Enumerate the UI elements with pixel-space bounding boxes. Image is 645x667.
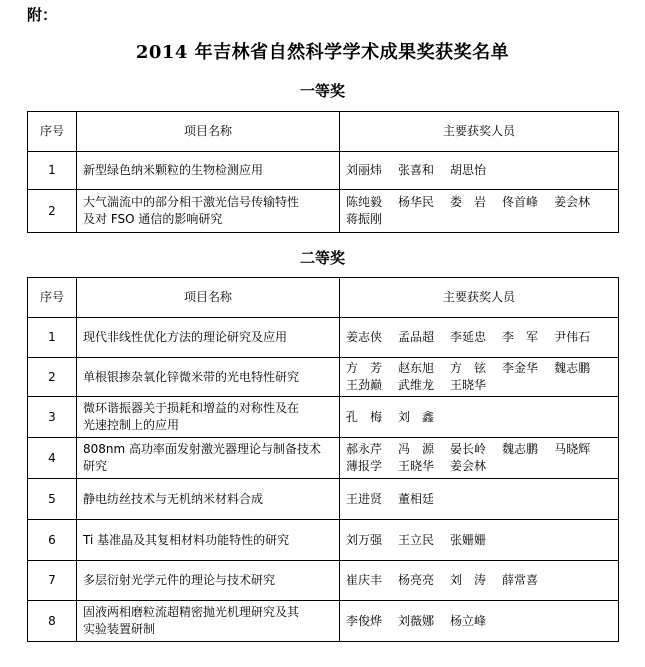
winner-name: 薛常喜: [502, 573, 539, 587]
project-name: [77, 190, 340, 233]
winner-name: 娄 岩: [450, 195, 487, 209]
project-name-line: 实验装置研制: [83, 622, 156, 636]
project-name: [77, 318, 340, 358]
winner-name: 魏志鹏: [502, 442, 539, 456]
winners-line: [346, 572, 612, 589]
project-name-line: 光速控制上的应用: [83, 418, 180, 432]
winner-name: 孟品超: [398, 330, 435, 344]
winner-name: 杨华民: [398, 195, 435, 209]
winners-line: [346, 360, 612, 377]
header-winners: 主要获奖人员: [340, 112, 619, 152]
winner-name: 王立民: [398, 532, 435, 547]
table-header-row: [28, 278, 619, 318]
project-name: [77, 561, 340, 601]
winners-line: [346, 162, 612, 179]
table-row: [28, 601, 619, 642]
row-number: 2: [28, 190, 77, 233]
winner-name: 佟首峰: [502, 195, 539, 209]
winner-name: 姜会林: [450, 459, 487, 473]
table-row: [28, 190, 619, 233]
project-name-line: 808nm 高功率面发射激光器理论与制备技术: [83, 442, 322, 456]
winner-name: 魏志鹏: [554, 361, 591, 375]
project-name: [77, 397, 340, 438]
second-prize-table: [27, 277, 619, 642]
row-number: 2: [28, 358, 77, 397]
winner-name: 刘薇娜: [398, 613, 435, 628]
winner-name: 李 军: [502, 330, 539, 344]
winner-name: 胡思怡: [450, 163, 487, 177]
table-row: [28, 520, 619, 561]
project-name: [77, 152, 340, 190]
row-number: 7: [28, 561, 77, 601]
project-name-line: 微环谐振器关于损耗和增益的对称性及在: [83, 401, 300, 415]
project-name: [77, 520, 340, 561]
winner-name: 王晓华: [450, 378, 487, 392]
project-name-line: 固液两相磨粒流超精密抛光机理研究及其: [83, 605, 300, 619]
table-row: [28, 438, 619, 479]
project-name: [77, 601, 340, 642]
first-prize-heading: 一等奖: [299, 82, 345, 100]
winner-name: 李金华: [502, 361, 539, 375]
winner-name: 方 铉: [450, 361, 487, 375]
winners: [340, 438, 619, 479]
winner-name: 赵东旭: [398, 361, 435, 375]
winner-name: 张姗姗: [450, 532, 487, 547]
header-no: 序号: [28, 112, 77, 152]
winner-name: 晏长岭: [450, 442, 487, 456]
winner-name: 王劲巅: [346, 378, 383, 392]
winner-name: 刘 涛: [450, 573, 487, 587]
winners: [340, 152, 619, 190]
second-prize-rows: [28, 278, 619, 642]
project-name: [77, 479, 340, 520]
row-number: 6: [28, 520, 77, 561]
winner-name: 杨亮亮: [398, 573, 435, 587]
winner-name: 王晓华: [398, 459, 435, 473]
winners-line: [346, 532, 612, 549]
header-no: 序号: [28, 278, 77, 318]
winners: [340, 318, 619, 358]
header-winners: 主要获奖人员: [340, 278, 619, 318]
first-prize-rows: [28, 112, 619, 233]
winner-name: 方 芳: [346, 361, 383, 375]
row-number: 4: [28, 438, 77, 479]
first-prize-table: [27, 111, 619, 233]
second-prize-heading: 二等奖: [299, 249, 345, 267]
winners-line: [346, 491, 612, 508]
winners-line: [346, 441, 612, 458]
project-name: [77, 438, 340, 479]
header-project-name: 项目名称: [77, 278, 340, 318]
winner-name: 姜会林: [554, 195, 591, 209]
winner-name: 武维龙: [398, 378, 435, 392]
table-row: [28, 152, 619, 190]
table-row: [28, 479, 619, 520]
winner-name: 崔庆丰: [346, 573, 383, 587]
winners: [340, 397, 619, 438]
winners: [340, 561, 619, 601]
winners: [340, 358, 619, 397]
header-project-name: 项目名称: [77, 112, 340, 152]
winner-name: 陈纯毅: [346, 195, 383, 209]
project-name-line: 现代非线性优化方法的理论研究及应用: [83, 330, 288, 344]
winners-line: [346, 194, 612, 211]
winners-line: [346, 409, 612, 426]
winners-line: [346, 211, 612, 228]
row-number: 1: [28, 152, 77, 190]
winner-name: 刘 鑫: [398, 409, 435, 424]
project-name-line: 研究: [83, 459, 108, 473]
winner-name: 马晓辉: [554, 442, 591, 456]
winner-name: 李俊烨: [346, 613, 383, 628]
project-name: [77, 358, 340, 397]
project-name-line: 新型绿色纳米颗粒的生物检测应用: [83, 163, 264, 177]
winner-name: 薄报学: [346, 459, 383, 473]
winner-name: 刘丽炜: [346, 163, 383, 177]
table-row: [28, 318, 619, 358]
winner-name: 姜志侠: [346, 330, 383, 344]
table-row: [28, 358, 619, 397]
winner-name: 蒋振刚: [346, 212, 383, 226]
winner-name: 冯 源: [398, 442, 435, 456]
row-number: 3: [28, 397, 77, 438]
winners: [340, 479, 619, 520]
document-title: 2014 年吉林省自然科学学术成果奖获奖名单: [135, 42, 510, 63]
project-name-line: 大气湍流中的部分相干激光信号传输特性: [83, 195, 300, 209]
winner-name: 尹伟石: [554, 330, 591, 344]
winners: [340, 520, 619, 561]
project-name-line: 多层衍射光学元件的理论与技术研究: [83, 573, 276, 587]
row-number: 5: [28, 479, 77, 520]
winner-name: 郝永芹: [346, 442, 383, 456]
row-number: 1: [28, 318, 77, 358]
winners: [340, 190, 619, 233]
winner-name: 孔 梅: [346, 409, 383, 424]
winners-line: [346, 377, 612, 394]
attachment-label: 附：: [27, 6, 58, 24]
winner-name: 董相廷: [398, 491, 435, 506]
winner-name: 王进贤: [346, 491, 383, 506]
table-header-row: [28, 112, 619, 152]
winner-name: 杨立峰: [450, 613, 487, 628]
row-number: 8: [28, 601, 77, 642]
winner-name: 张喜和: [398, 163, 435, 177]
project-name-line: Ti 基准晶及其复相材料功能特性的研究: [83, 532, 290, 547]
table-row: [28, 561, 619, 601]
winner-name: 刘万强: [346, 532, 383, 547]
winners-line: [346, 329, 612, 346]
project-name-line: 及对 FSO 通信的影响研究: [83, 212, 223, 226]
winners: [340, 601, 619, 642]
winners-line: [346, 458, 612, 475]
project-name-line: 单根银掺杂氧化锌微米带的光电特性研究: [83, 369, 300, 384]
winner-name: 李延忠: [450, 330, 487, 344]
table-row: [28, 397, 619, 438]
project-name-line: 静电纺丝技术与无机纳米材料合成: [83, 491, 264, 506]
winners-line: [346, 613, 612, 630]
